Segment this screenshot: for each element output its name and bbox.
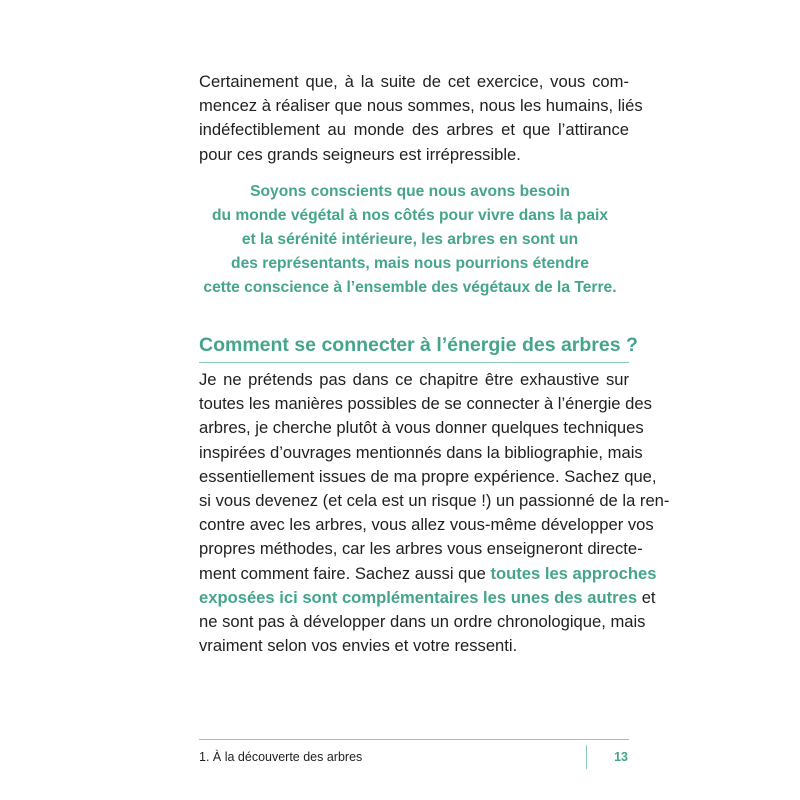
intro-line: mencez à réaliser que nous sommes, nous les humains, liés xyxy=(199,96,643,116)
intro-line: pour ces grands seigneurs est irrépressible. xyxy=(199,144,521,164)
quote-line: du monde végétal à nos côtés pour vivre dans la paix xyxy=(211,207,609,224)
running-footer-chapter: 1. À la découverte des arbres xyxy=(199,750,363,764)
body-line: toutes les manières possibles de se connecter à l’énergie des xyxy=(199,394,652,414)
body-paragraph xyxy=(199,368,670,658)
body-line xyxy=(199,562,657,586)
body-line: propres méthodes, car les arbres vous enseigneront directe- xyxy=(199,539,643,559)
page-number: 13 xyxy=(614,750,628,764)
footer-separator xyxy=(586,745,587,769)
section-heading: Comment se connecter à l’énergie des arbres ? xyxy=(199,330,629,363)
body-text-plain: et xyxy=(637,587,656,607)
quote-line: des représentants, mais nous pourrions étendre xyxy=(231,255,589,272)
body-line: si vous devenez (et cela est un risque !) un passionné de la ren- xyxy=(199,491,670,511)
body-line: Je ne prétends pas dans ce chapitre être exhaustive sur xyxy=(199,370,629,389)
intro-line: indéfectiblement au monde des arbres et que l’attirance xyxy=(199,120,629,140)
body-line: arbres, je cherche plutôt à vous donner quelques techniques xyxy=(199,418,644,438)
quote-line: cette conscience à l’ensemble des végétaux de la Terre. xyxy=(203,279,617,296)
intro-paragraph xyxy=(199,70,643,167)
body-text-plain: ment comment faire. Sachez aussi que xyxy=(199,563,491,583)
body-line: ne sont pas à développer dans un ordre chronologique, mais xyxy=(199,612,646,632)
footer-divider xyxy=(199,739,629,740)
body-line: inspirées d’ouvrages mentionnés dans la bibliographie, mais xyxy=(199,442,643,462)
body-line: contre avec les arbres, vous allez vous-même développer vos xyxy=(199,515,654,535)
intro-line: Certainement que, à la suite de cet exercice, vous com- xyxy=(199,72,629,91)
quote-line: et la sérénité intérieure, les arbres en sont un xyxy=(241,231,579,248)
highlighted-text: exposées ici sont complémentaires les unes des autres xyxy=(199,587,638,607)
highlighted-text: toutes les approches xyxy=(490,563,657,583)
pull-quote xyxy=(180,180,640,300)
body-line: vraiment selon vos envies et votre ressenti. xyxy=(199,636,518,656)
quote-line: Soyons conscients que nous avons besoin xyxy=(250,183,570,200)
body-line: essentiellement issues de ma propre expérience. Sachez que, xyxy=(199,466,657,486)
body-line xyxy=(199,586,656,610)
